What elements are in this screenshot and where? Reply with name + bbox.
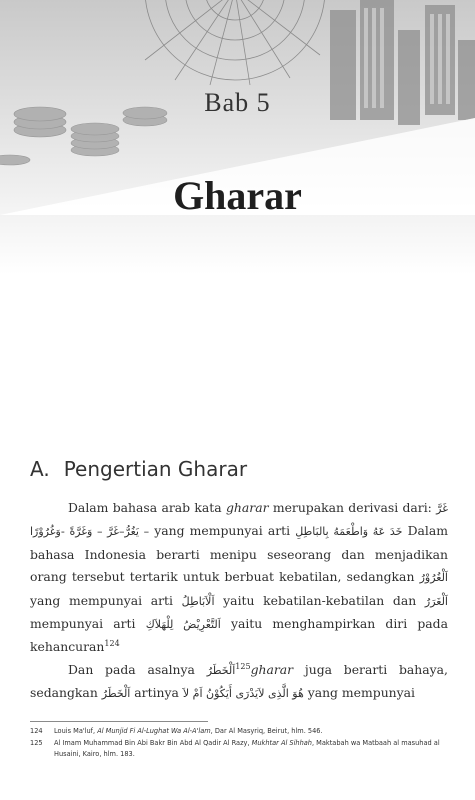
footnote-text-run: , Dar Al Masyriq, Beirut, hlm. 546. bbox=[210, 727, 323, 735]
text-run: yang mempunyai bbox=[303, 685, 415, 701]
text-run: yang mempunyai arti bbox=[149, 523, 296, 539]
arabic-text: اَلْخَطَرُ bbox=[101, 687, 131, 701]
text-run: mempunyai arti bbox=[30, 616, 146, 632]
footnote-text bbox=[54, 726, 450, 738]
section-title: Pengertian Gharar bbox=[63, 457, 248, 481]
footnote-number: 125 bbox=[30, 738, 43, 747]
paragraph bbox=[30, 497, 448, 659]
section-heading bbox=[30, 457, 247, 481]
text-run: juga berarti bahaya, sedangkan bbox=[30, 661, 448, 701]
chapter-title: Gharar bbox=[173, 173, 302, 218]
footnote-item bbox=[30, 738, 450, 761]
footnote-text-run: Al Imam Muhammad Bin Abi Bakr Bin Abd Al Qadir Al Razy, bbox=[54, 738, 252, 747]
footnote-book-title: Al Munjid Fi Al-Lughat Wa Al-A'lam bbox=[97, 727, 211, 735]
text-run: merupakan derivasi dari: bbox=[268, 500, 437, 515]
text-run: Dalam bahasa Indonesia berarti menipu seseorang dan menjadikan orang tersebut tertarik untuk berbuat kebatilan, sedangkan bbox=[30, 523, 448, 585]
text-run: Dalam bahasa arab kata bbox=[68, 500, 226, 515]
footnote-ref[interactable]: 125 bbox=[235, 661, 251, 671]
arabic-text: اَلْخَطَرُ bbox=[206, 663, 236, 677]
text-run: yaitu kebatilan-kebatilan dan bbox=[214, 592, 425, 608]
arabic-text: خَدَ عَهُ وَاطْعَمَهُ بِالبَاطِلِ bbox=[295, 525, 403, 539]
arabic-text: غَرَّ – يَغُرُّ–غَرَّ – وَغَرَّةً -وَغُرُوْرًا bbox=[30, 502, 448, 539]
footnote-text-run: Louis Ma'luf, bbox=[54, 727, 98, 735]
footnotes bbox=[30, 726, 450, 761]
arabic-text: اَلْاَبَاطِلُ bbox=[181, 594, 215, 608]
text-run: Dan pada asalnya bbox=[68, 661, 207, 677]
arabic-text: اَلتَّعْرِيْضُ لِلْهَلاَكِ bbox=[145, 618, 221, 632]
footnote-divider bbox=[30, 721, 208, 722]
body-text bbox=[30, 497, 448, 706]
section-number: A. bbox=[30, 457, 50, 481]
footnote-book-title: Mukhtar Al Sihhah bbox=[251, 738, 312, 747]
footnote-item bbox=[30, 726, 450, 738]
footnote-number: 124 bbox=[30, 727, 43, 735]
arabic-text: هُوَ الَّذِى لاَيَدْرَى أَيَكُوْنُ اَمْ لاَ bbox=[182, 687, 304, 701]
term-gharar: gharar bbox=[250, 661, 294, 677]
footnote-text-run: , Maktabah wa Matbaah al masuhad al Husaini, Kairo, hlm. 183. bbox=[54, 738, 440, 758]
text-run: artinya bbox=[130, 685, 183, 701]
text-run: yang mempunyai arti bbox=[30, 592, 182, 608]
chapter-label: Bab 5 bbox=[204, 88, 271, 117]
footnote-text bbox=[54, 738, 450, 761]
paragraph bbox=[30, 659, 448, 706]
footnote-ref[interactable]: 124 bbox=[104, 639, 120, 649]
arabic-text: اَلْغُرُوْرُ bbox=[419, 571, 448, 585]
arabic-text: اَلْغَرَرُ bbox=[424, 594, 448, 608]
text-run: yaitu menghampirkan diri pada kehancuran bbox=[30, 616, 448, 655]
banner-fade bbox=[0, 215, 475, 275]
term-gharar: gharar bbox=[225, 500, 269, 515]
